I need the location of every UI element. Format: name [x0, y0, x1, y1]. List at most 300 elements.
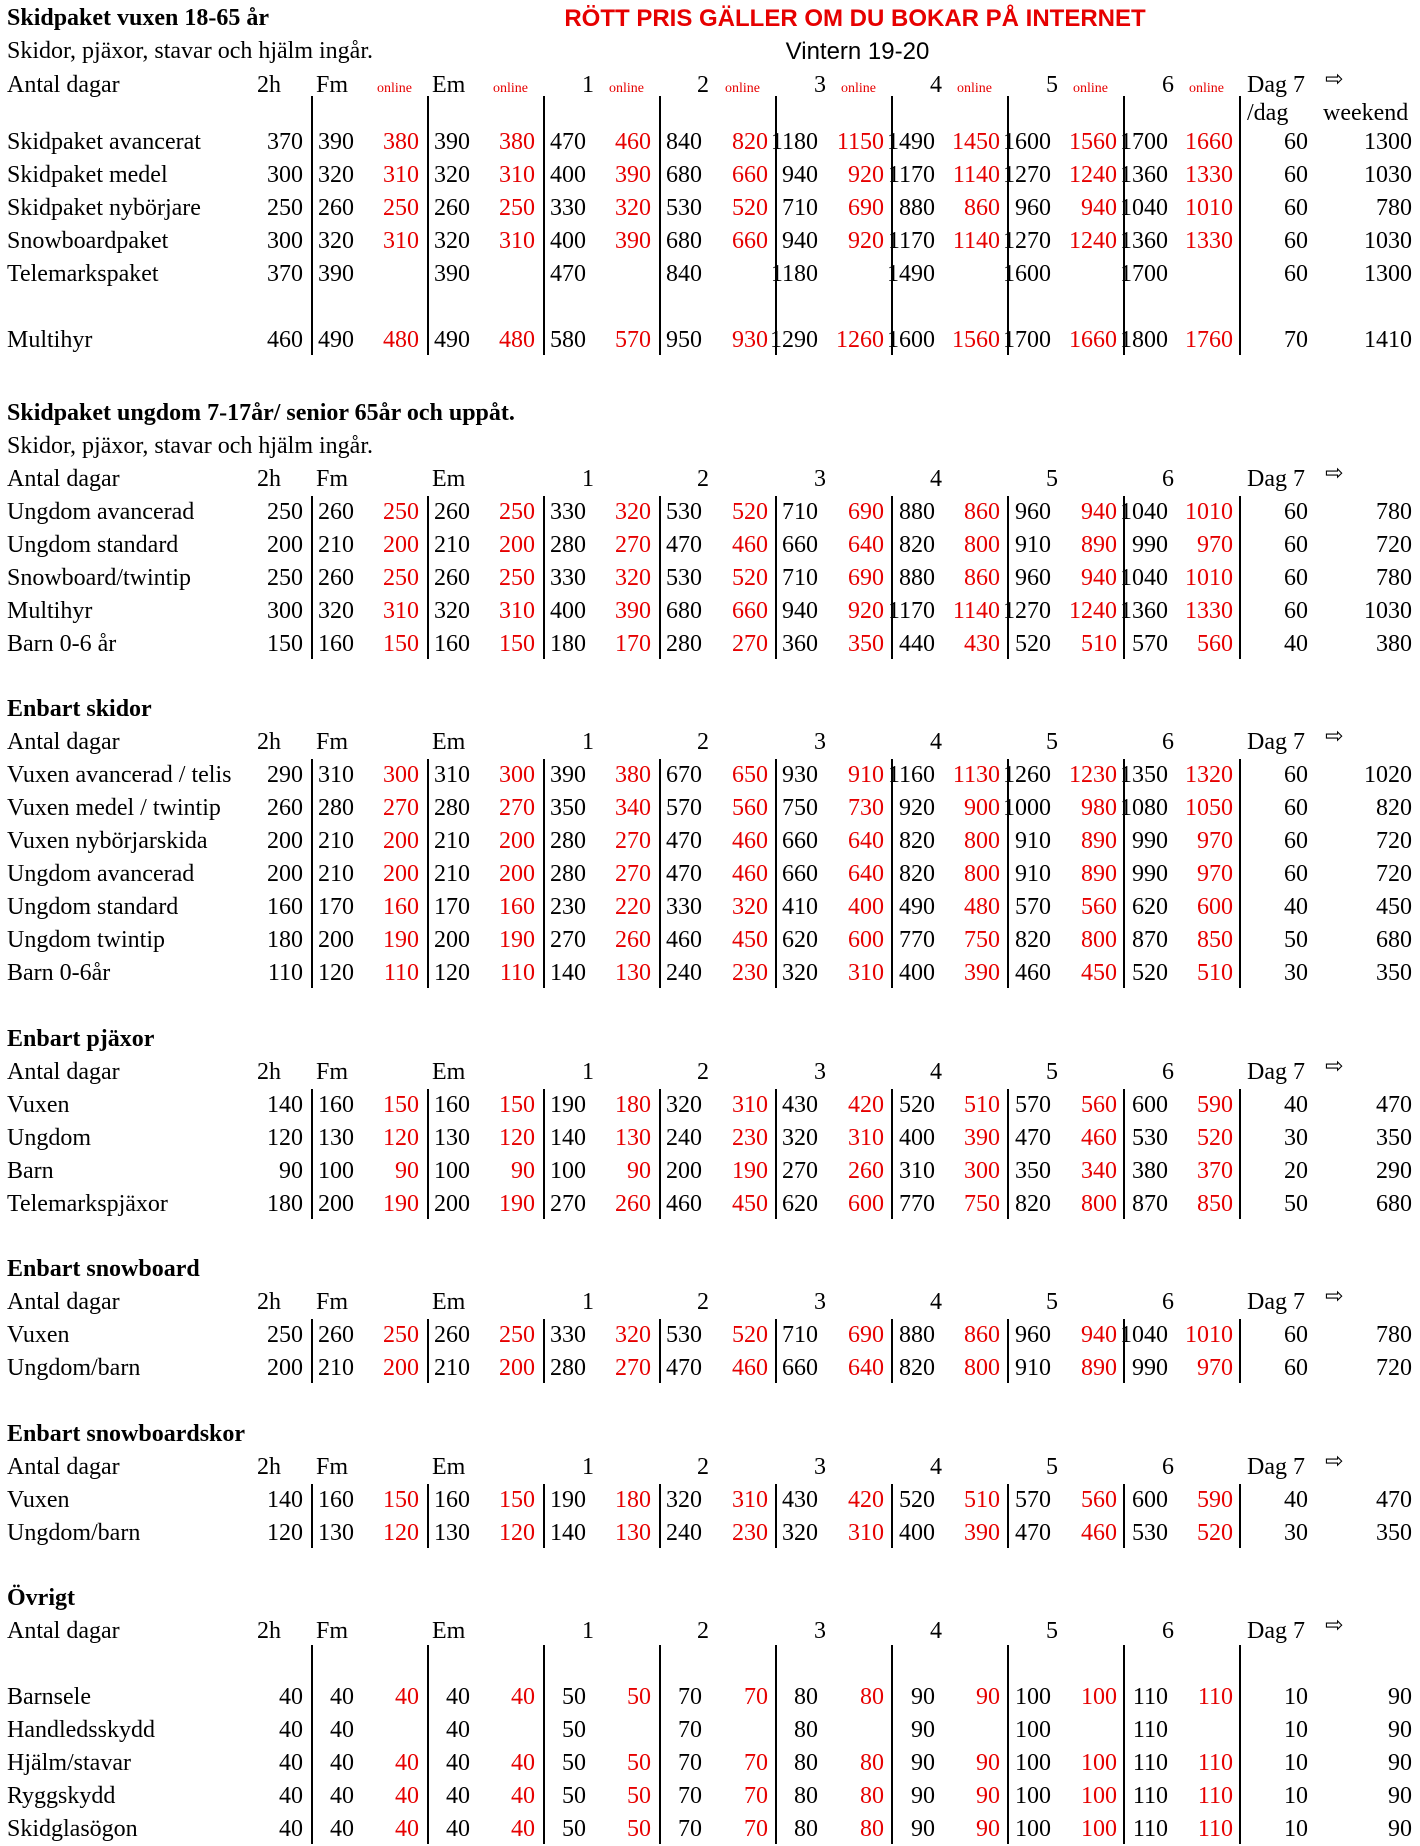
price-cell: 400	[550, 598, 586, 624]
price-cell: 690	[848, 195, 884, 221]
price-cell: 320	[318, 598, 354, 624]
section-title: Skidpaket ungdom 7-17år/ senior 65år och uppåt.	[7, 400, 515, 426]
col-day-2: 2	[697, 1289, 709, 1315]
price-cell: 90	[279, 1158, 303, 1184]
price-cell: 890	[1081, 861, 1117, 887]
price-cell: 780	[1376, 1322, 1412, 1348]
price-cell: 300	[383, 762, 419, 788]
price-cell: 40	[511, 1750, 535, 1776]
price-cell: 40	[1284, 894, 1308, 920]
price-cell: 330	[550, 499, 586, 525]
price-cell: 990	[1132, 532, 1168, 558]
price-cell: 100	[1015, 1717, 1051, 1743]
price-cell: 50	[562, 1816, 586, 1842]
price-cell: 1010	[1185, 565, 1233, 591]
price-cell: 10	[1284, 1717, 1308, 1743]
price-cell: 200	[318, 927, 354, 953]
price-cell: 50	[627, 1783, 651, 1809]
price-cell: 460	[666, 927, 702, 953]
price-cell: 310	[434, 762, 470, 788]
price-cell: 160	[318, 1092, 354, 1118]
price-cell: 960	[1015, 1322, 1051, 1348]
price-cell: 430	[782, 1487, 818, 1513]
price-cell: 940	[1081, 195, 1117, 221]
price-cell: 260	[318, 195, 354, 221]
price-cell: 320	[318, 228, 354, 254]
price-cell: 410	[782, 894, 818, 920]
price-cell: 360	[782, 631, 818, 657]
price-cell: 60	[1284, 795, 1308, 821]
price-cell: 1030	[1364, 598, 1412, 624]
price-cell: 750	[964, 1191, 1000, 1217]
price-cell: 350	[1376, 960, 1412, 986]
price-cell: 280	[550, 1355, 586, 1381]
price-cell: 310	[848, 1520, 884, 1546]
price-cell: 210	[318, 532, 354, 558]
price-cell: 1360	[1120, 228, 1168, 254]
col-day-3: 3	[814, 1454, 826, 1480]
col-day-1: 1	[582, 729, 594, 755]
col-2h: 2h	[257, 466, 281, 492]
column-divider	[775, 1484, 777, 1548]
price-cell: 1760	[1185, 327, 1233, 353]
row-label: Skidpaket medel	[7, 162, 168, 188]
price-cell: 530	[666, 499, 702, 525]
row-label: Telemarkspjäxor	[7, 1191, 168, 1217]
price-cell: 400	[550, 228, 586, 254]
online-price-label: online	[493, 81, 528, 96]
price-cell: 970	[1197, 1355, 1233, 1381]
price-cell: 120	[267, 1125, 303, 1151]
price-cell: 90	[395, 1158, 419, 1184]
price-cell: 70	[678, 1717, 702, 1743]
price-cell: 170	[615, 631, 651, 657]
price-cell: 300	[964, 1158, 1000, 1184]
antal-dagar-label: Antal dagar	[7, 1059, 120, 1085]
price-cell: 870	[1132, 1191, 1168, 1217]
price-cell: 1660	[1069, 327, 1117, 353]
column-divider	[659, 496, 661, 659]
price-cell: 600	[1197, 894, 1233, 920]
price-cell: 1600	[887, 327, 935, 353]
price-cell: 400	[899, 960, 935, 986]
col-em: Em	[432, 729, 466, 755]
arrow-icon: ⇨	[1325, 1284, 1344, 1309]
price-cell: 1800	[1120, 327, 1168, 353]
row-label: Barnsele	[7, 1684, 91, 1710]
price-cell: 280	[550, 861, 586, 887]
price-cell: 200	[383, 861, 419, 887]
price-cell: 1270	[1003, 228, 1051, 254]
price-cell: 370	[1197, 1158, 1233, 1184]
price-cell: 460	[732, 532, 768, 558]
price-cell: 1240	[1069, 598, 1117, 624]
price-cell: 320	[615, 499, 651, 525]
price-cell: 70	[678, 1684, 702, 1710]
price-cell: 180	[615, 1487, 651, 1513]
column-divider	[427, 96, 429, 355]
price-cell: 190	[499, 927, 535, 953]
column-divider	[543, 1319, 545, 1383]
price-cell: 160	[434, 1487, 470, 1513]
column-divider	[1123, 759, 1125, 988]
price-cell: 570	[1015, 894, 1051, 920]
price-cell: 120	[499, 1125, 535, 1151]
price-cell: 180	[550, 631, 586, 657]
price-cell: 100	[1081, 1684, 1117, 1710]
price-cell: 510	[1197, 960, 1233, 986]
price-cell: 260	[434, 195, 470, 221]
price-cell: 600	[1132, 1487, 1168, 1513]
price-cell: 820	[1015, 1191, 1051, 1217]
row-label: Vuxen	[7, 1322, 70, 1348]
price-cell: 940	[782, 228, 818, 254]
price-cell: 60	[1284, 762, 1308, 788]
price-cell: 840	[666, 261, 702, 287]
price-cell: 390	[318, 129, 354, 155]
col-day-5: 5	[1046, 466, 1058, 492]
price-cell: 100	[1015, 1750, 1051, 1776]
price-cell: 660	[732, 162, 768, 188]
price-cell: 320	[782, 1520, 818, 1546]
price-cell: 1040	[1120, 195, 1168, 221]
price-cell: 130	[318, 1520, 354, 1546]
price-cell: 640	[848, 1355, 884, 1381]
price-cell: 10	[1284, 1684, 1308, 1710]
price-cell: 820	[899, 1355, 935, 1381]
price-cell: 250	[267, 565, 303, 591]
price-cell: 80	[860, 1783, 884, 1809]
price-cell: 520	[1197, 1520, 1233, 1546]
price-cell: 970	[1197, 828, 1233, 854]
col-day-5: 5	[1046, 1289, 1058, 1315]
price-cell: 50	[562, 1750, 586, 1776]
price-cell: 680	[666, 228, 702, 254]
price-cell: 1140	[952, 228, 1000, 254]
price-cell: 800	[964, 828, 1000, 854]
price-cell: 1700	[1003, 327, 1051, 353]
price-cell: 1180	[770, 129, 818, 155]
col-day-5: 5	[1046, 729, 1058, 755]
price-cell: 390	[434, 261, 470, 287]
price-cell: 860	[964, 1322, 1000, 1348]
price-cell: 510	[964, 1487, 1000, 1513]
price-cell: 710	[782, 565, 818, 591]
price-cell: 350	[550, 795, 586, 821]
price-cell: 310	[848, 1125, 884, 1151]
antal-dagar-label: Antal dagar	[7, 466, 120, 492]
price-cell: 1240	[1069, 162, 1117, 188]
price-cell: 460	[267, 327, 303, 353]
price-cell: 390	[434, 129, 470, 155]
col-day-4: 4	[930, 1454, 942, 1480]
price-cell: 570	[666, 795, 702, 821]
price-cell: 1560	[1069, 129, 1117, 155]
price-cell: 480	[383, 327, 419, 353]
price-cell: 600	[1132, 1092, 1168, 1118]
price-cell: 200	[267, 532, 303, 558]
col-day-5: 5	[1046, 72, 1058, 98]
column-divider	[543, 1484, 545, 1548]
price-cell: 530	[666, 565, 702, 591]
price-cell: 430	[964, 631, 1000, 657]
price-cell: 90	[1388, 1684, 1412, 1710]
col-day-6: 6	[1162, 466, 1174, 492]
column-divider	[1007, 496, 1009, 659]
price-cell: 40	[279, 1717, 303, 1743]
price-cell: 110	[1132, 1717, 1168, 1743]
col-dag-7: Dag 7	[1247, 729, 1305, 755]
price-cell: 210	[434, 828, 470, 854]
price-cell: 450	[1376, 894, 1412, 920]
col-2h: 2h	[257, 1618, 281, 1644]
price-cell: 100	[1081, 1750, 1117, 1776]
price-cell: 290	[267, 762, 303, 788]
price-cell: 80	[794, 1750, 818, 1776]
price-cell: 270	[499, 795, 535, 821]
price-cell: 320	[434, 162, 470, 188]
price-cell: 40	[446, 1783, 470, 1809]
price-cell: 200	[267, 828, 303, 854]
price-cell: 520	[732, 565, 768, 591]
col-day-3: 3	[814, 466, 826, 492]
price-cell: 110	[1197, 1783, 1233, 1809]
col-2h: 2h	[257, 1059, 281, 1085]
price-cell: 1300	[1364, 261, 1412, 287]
price-cell: 200	[434, 1191, 470, 1217]
column-divider	[891, 1319, 893, 1383]
price-cell: 600	[848, 1191, 884, 1217]
price-cell: 680	[666, 162, 702, 188]
price-cell: 970	[1197, 861, 1233, 887]
price-cell: 980	[1081, 795, 1117, 821]
column-divider	[1007, 1645, 1009, 1844]
price-cell: 780	[1376, 565, 1412, 591]
price-cell: 480	[499, 327, 535, 353]
price-cell: 940	[782, 598, 818, 624]
price-cell: 330	[550, 1322, 586, 1348]
price-cell: 40	[279, 1750, 303, 1776]
col-em: Em	[432, 1059, 466, 1085]
price-cell: 800	[964, 532, 1000, 558]
price-cell: 720	[1376, 861, 1412, 887]
price-cell: 470	[550, 261, 586, 287]
column-divider	[543, 1645, 545, 1844]
row-label: Handledsskydd	[7, 1717, 155, 1743]
price-cell: 320	[615, 195, 651, 221]
price-cell: 470	[666, 532, 702, 558]
price-cell: 70	[744, 1684, 768, 1710]
price-cell: 230	[732, 1520, 768, 1546]
price-cell: 350	[1376, 1520, 1412, 1546]
column-divider	[427, 1645, 429, 1844]
price-cell: 960	[1015, 195, 1051, 221]
price-cell: 210	[318, 861, 354, 887]
price-cell: 880	[899, 1322, 935, 1348]
price-cell: 190	[550, 1487, 586, 1513]
price-cell: 270	[615, 532, 651, 558]
arrow-icon: ⇨	[1325, 724, 1344, 749]
price-cell: 1160	[887, 762, 935, 788]
column-divider	[311, 759, 313, 988]
price-cell: 200	[434, 927, 470, 953]
price-cell: 910	[1015, 828, 1051, 854]
price-cell: 250	[267, 195, 303, 221]
column-divider	[659, 1319, 661, 1383]
price-cell: 30	[1284, 1125, 1308, 1151]
column-divider	[427, 1319, 429, 1383]
row-label: Telemarkspaket	[7, 261, 159, 287]
per-day-label: /dag	[1247, 100, 1289, 126]
price-cell: 110	[499, 960, 535, 986]
price-cell: 60	[1284, 828, 1308, 854]
price-cell: 820	[1376, 795, 1412, 821]
arrow-icon: ⇨	[1325, 1054, 1344, 1079]
price-cell: 620	[782, 1191, 818, 1217]
row-label: Skidpaket nybörjare	[7, 195, 201, 221]
column-divider	[775, 759, 777, 988]
price-cell: 1450	[952, 129, 1000, 155]
col-day-5: 5	[1046, 1059, 1058, 1085]
price-cell: 920	[899, 795, 935, 821]
column-divider	[543, 1089, 545, 1219]
column-divider	[311, 496, 313, 659]
price-cell: 250	[499, 1322, 535, 1348]
column-divider	[659, 1089, 661, 1219]
price-cell: 90	[1388, 1750, 1412, 1776]
column-divider	[1123, 496, 1125, 659]
price-cell: 50	[1284, 927, 1308, 953]
price-cell: 210	[318, 1355, 354, 1381]
price-cell: 570	[1015, 1092, 1051, 1118]
column-divider	[311, 96, 313, 355]
price-cell: 320	[782, 960, 818, 986]
column-divider	[1123, 1484, 1125, 1548]
price-cell: 450	[732, 1191, 768, 1217]
price-cell: 170	[434, 894, 470, 920]
price-cell: 100	[1081, 1816, 1117, 1842]
weekend-label: weekend	[1323, 100, 1409, 126]
price-cell: 90	[1388, 1783, 1412, 1809]
col-day-2: 2	[697, 72, 709, 98]
price-cell: 390	[550, 762, 586, 788]
price-cell: 380	[499, 129, 535, 155]
column-divider	[311, 1645, 313, 1844]
price-cell: 310	[499, 162, 535, 188]
price-cell: 40	[446, 1717, 470, 1743]
price-cell: 890	[1081, 1355, 1117, 1381]
price-cell: 200	[666, 1158, 702, 1184]
price-cell: 1150	[836, 129, 884, 155]
price-cell: 660	[782, 861, 818, 887]
price-cell: 470	[1376, 1092, 1412, 1118]
price-cell: 150	[267, 631, 303, 657]
price-cell: 310	[383, 228, 419, 254]
price-cell: 150	[383, 631, 419, 657]
price-cell: 1260	[1003, 762, 1051, 788]
column-divider	[775, 1089, 777, 1219]
price-cell: 560	[1081, 1092, 1117, 1118]
price-cell: 40	[446, 1816, 470, 1842]
price-cell: 450	[1081, 960, 1117, 986]
price-cell: 240	[666, 960, 702, 986]
price-cell: 1410	[1364, 327, 1412, 353]
price-cell: 940	[1081, 499, 1117, 525]
price-cell: 490	[434, 327, 470, 353]
price-cell: 1330	[1185, 162, 1233, 188]
price-cell: 110	[1132, 1783, 1168, 1809]
price-cell: 310	[848, 960, 884, 986]
price-cell: 280	[550, 828, 586, 854]
price-cell: 200	[318, 1191, 354, 1217]
price-cell: 570	[615, 327, 651, 353]
column-divider	[1239, 1484, 1241, 1548]
price-cell: 1080	[1120, 795, 1168, 821]
price-cell: 50	[562, 1717, 586, 1743]
price-cell: 820	[732, 129, 768, 155]
price-cell: 310	[383, 598, 419, 624]
column-divider	[1123, 1319, 1125, 1383]
price-cell: 110	[1132, 1816, 1168, 1842]
price-cell: 270	[383, 795, 419, 821]
price-cell: 250	[499, 499, 535, 525]
price-cell: 1260	[836, 327, 884, 353]
price-cell: 140	[267, 1092, 303, 1118]
column-divider	[891, 96, 893, 355]
column-divider	[775, 1645, 777, 1844]
price-cell: 340	[1081, 1158, 1117, 1184]
row-label: Skidglasögon	[7, 1816, 138, 1842]
price-cell: 390	[964, 1125, 1000, 1151]
price-cell: 950	[666, 327, 702, 353]
price-cell: 1050	[1185, 795, 1233, 821]
price-cell: 160	[318, 631, 354, 657]
price-cell: 70	[678, 1750, 702, 1776]
price-cell: 230	[550, 894, 586, 920]
col-day-5: 5	[1046, 1618, 1058, 1644]
row-label: Vuxen	[7, 1092, 70, 1118]
price-cell: 710	[782, 195, 818, 221]
online-price-label: online	[609, 81, 644, 96]
row-label: Ungdom avancerad	[7, 861, 195, 887]
price-cell: 120	[383, 1125, 419, 1151]
col-day-2: 2	[697, 466, 709, 492]
price-cell: 380	[1376, 631, 1412, 657]
price-cell: 80	[794, 1684, 818, 1710]
price-cell: 40	[330, 1684, 354, 1710]
price-cell: 660	[782, 828, 818, 854]
col-dag-7: Dag 7	[1247, 1618, 1305, 1644]
price-cell: 40	[395, 1750, 419, 1776]
price-cell: 240	[666, 1520, 702, 1546]
column-divider	[1007, 1319, 1009, 1383]
price-cell: 890	[1081, 828, 1117, 854]
price-cell: 310	[499, 598, 535, 624]
col-2h: 2h	[257, 1289, 281, 1315]
price-cell: 680	[666, 598, 702, 624]
price-cell: 370	[267, 261, 303, 287]
price-cell: 670	[666, 762, 702, 788]
arrow-icon: ⇨	[1325, 1449, 1344, 1474]
price-cell: 450	[732, 927, 768, 953]
price-cell: 750	[782, 795, 818, 821]
price-cell: 210	[318, 828, 354, 854]
price-cell: 70	[678, 1816, 702, 1842]
column-divider	[1007, 96, 1009, 355]
price-cell: 940	[1081, 1322, 1117, 1348]
price-cell: 990	[1132, 828, 1168, 854]
price-cell: 70	[744, 1750, 768, 1776]
